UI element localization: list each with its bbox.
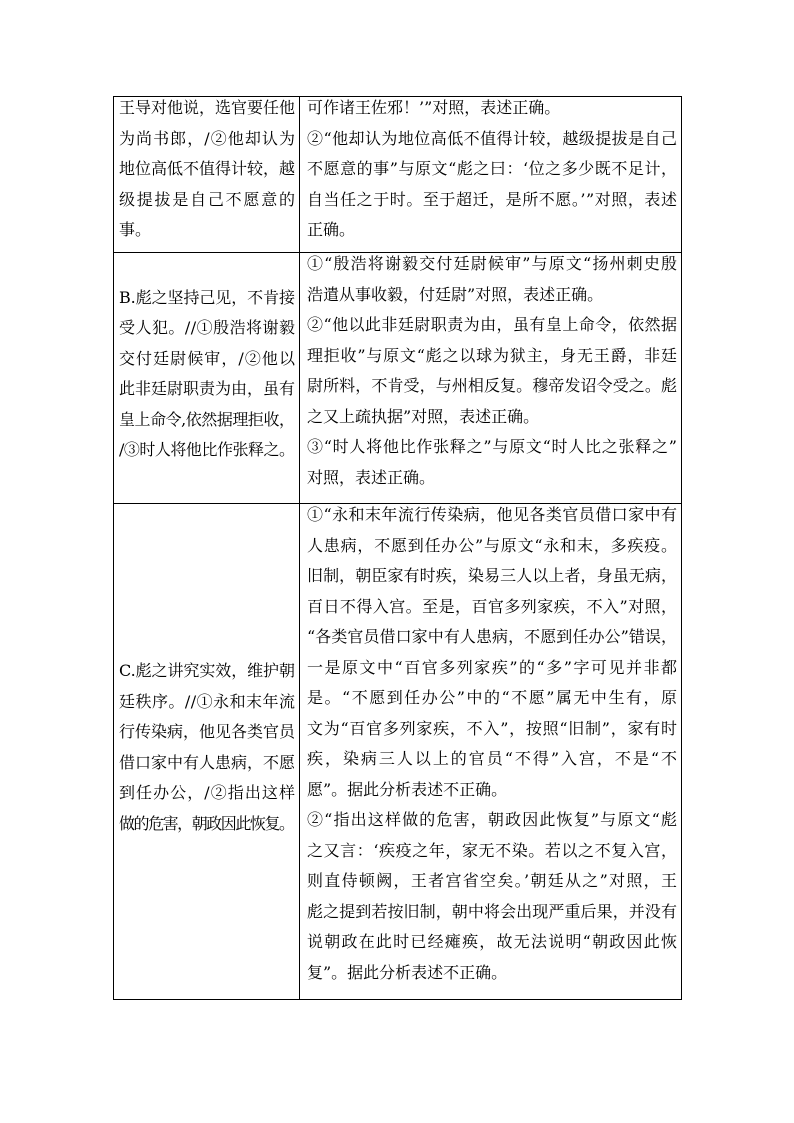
text-line: 到任办公，/②指出这样 [119, 783, 297, 802]
analysis-text-cell [300, 504, 682, 1000]
text-line: 则直侍顿阙，王者宫省空矣。’朝廷从之”对照，王 [307, 871, 679, 890]
text-line: 为尚书郎，/②他却认为 [119, 128, 297, 148]
option-text-cell [114, 97, 300, 253]
text-line: 浩遣从事收毅，付廷尉”对照，表述正确。 [307, 284, 604, 304]
text-line: 不愿意的事”与原文“彪之曰：‘位之多少既不足计， [307, 159, 678, 178]
text-line: 百日不得入宫。至是，百官多列家疾，不入”对照， [307, 596, 678, 616]
text-line: 人患病，不愿到任办公”与原文“永和末，多疾疫。 [307, 535, 678, 555]
text-line: 自当任之于时。至于超迁，是所不愿。’”对照，表述 [307, 189, 678, 209]
text-line: 说朝政在此时已经瘫痪，故无法说明“朝政因此恢 [307, 932, 679, 951]
text-line: 之又上疏执据”对照，表述正确。 [307, 406, 540, 426]
text-line: 级提拔是自己不愿意的 [119, 189, 297, 209]
text-line: ③“时人将他比作张释之”与原文“时人比之张释之” [307, 437, 678, 456]
text-line: ②“指出这样做的危害，朝政因此恢复”与原文“彪 [307, 810, 679, 829]
text-line: ②“他以此非廷尉职责为由，虽有皇上命令，依然据 [307, 315, 678, 334]
table-row [114, 504, 682, 1000]
text-line: “各类官员借口家中有人患病，不愿到任办公”错误， [307, 627, 678, 646]
text-line: 借口家中有人患病，不愿 [119, 752, 295, 772]
option-text-cell [114, 504, 300, 1000]
text-line: 做的危害，朝政因此恢复。 [119, 813, 294, 833]
text-line: 理拒收”与原文“彪之以球为狱主，身无王爵，非廷 [307, 345, 678, 365]
text-line: C.彪之讲究实效，维护朝 [119, 661, 295, 680]
text-line: 是。“不愿到任办公”中的“不愿”属无中生有，原 [307, 688, 679, 707]
analysis-text-cell [300, 253, 682, 504]
text-line: /③时人将他比作张释之。 [119, 440, 295, 459]
text-line: 事。 [119, 220, 152, 239]
text-line: 之又言：‘疾疫之年，家无不染。若以之不复入宫， [307, 840, 678, 860]
text-line: 对照，表述正确。 [307, 467, 436, 487]
text-line: 旧制，朝臣家有时疾，染易三人以上者，身虽无病， [307, 566, 678, 585]
text-line: 正确。 [307, 220, 356, 239]
text-line: ①“殷浩将谢毅交付廷尉候审”与原文“扬州刺史殷 [307, 254, 679, 273]
text-line: 行传染病，他见各类官员 [119, 722, 295, 741]
text-line: 地位高低不值得计较，越 [119, 159, 295, 178]
text-line: 交付廷尉候审，/②他以 [119, 348, 297, 368]
text-line: 彪之提到若按旧制，朝中将会出现严重后果，并没有 [307, 901, 678, 921]
text-line: 一是原文中“百官多列家疾”的“多”字可见并非都 [307, 657, 679, 677]
text-line: 文为“百官多列家疾，不入”，按照“旧制”，家有时 [307, 718, 678, 738]
text-line: 王导对他说，选官要任他 [119, 98, 295, 117]
text-line: 皇上命令,依然据理拒收， [119, 409, 295, 429]
text-line: ①“永和末年流行传染病，他见各类官员借口家中有 [307, 505, 678, 524]
analysis-table [113, 96, 682, 1000]
text-line: 尉所料，不肯受，与州相反复。穆帝发诏令受之。彪 [307, 376, 678, 395]
option-text-cell [114, 253, 300, 504]
text-line: 愿”。据此分析表述不正确。 [307, 779, 508, 799]
table-row [114, 253, 682, 504]
text-line: 廷秩序。//①永和末年流 [119, 691, 296, 711]
analysis-text-cell [300, 97, 682, 253]
text-line: ②“他却认为地位高低不值得计较，越级提拔是自己 [307, 128, 678, 148]
table-row [114, 97, 682, 253]
text-line: 受人犯。//①殷浩将谢毅 [119, 318, 296, 337]
text-line: B.彪之坚持己见，不肯接 [119, 287, 295, 307]
text-line: 可作诸王佐邪！’”对照，表述正确。 [307, 98, 561, 117]
text-line: 此非廷尉职责为由，虽有 [119, 379, 295, 398]
text-line: 疾，染病三人以上的官员“不得”入宫，不是“不 [307, 749, 679, 768]
text-line: 复”。据此分析表述不正确。 [307, 962, 508, 982]
